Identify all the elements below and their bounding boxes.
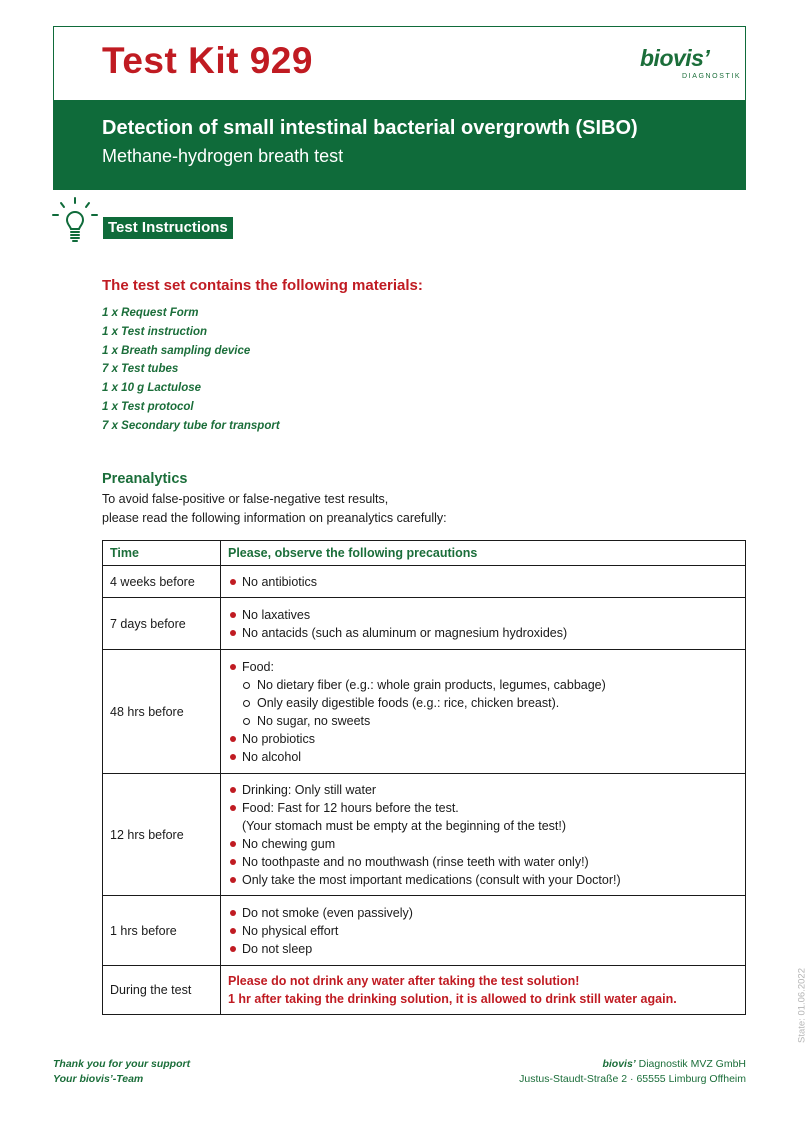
materials-heading: The test set contains the following materials: (102, 277, 423, 294)
precaution-item (228, 922, 738, 940)
material-item: 1 x 10 g Lactulose (102, 382, 202, 395)
precaution-text: No dietary fiber (e.g.: whole grain products, legumes, cabbage) (257, 677, 606, 692)
precaution-text: Do not sleep (242, 941, 313, 956)
precaution-note: (Your stomach must be empty at the beginning of the test!) (242, 818, 567, 833)
row-precautions (221, 598, 746, 650)
precaution-item (228, 871, 738, 889)
logo-subtitle: DIAGNOSTIK (682, 73, 742, 80)
precaution-item (228, 781, 738, 799)
precaution-item (228, 658, 738, 676)
precaution-text: Do not smoke (even passively) (242, 905, 413, 920)
precaution-text: No probiotics (242, 731, 315, 746)
precaution-text: No sugar, no sweets (257, 713, 371, 728)
intro-line: To avoid false-positive or false-negative test results, (102, 492, 389, 506)
precaution-text: Drinking: Only still water (242, 782, 377, 797)
precaution-item (228, 748, 738, 766)
intro-line: please read the following information on preanalytics carefully: (102, 510, 447, 525)
precaution-list (228, 658, 738, 766)
material-item: 1 x Breath sampling device (102, 344, 251, 357)
material-item: 7 x Test tubes (102, 363, 179, 376)
material-item: 1 x Test protocol (102, 400, 194, 413)
section-label: Test Instructions (103, 217, 233, 239)
kit-title: Test Kit 929 (102, 40, 313, 81)
lightbulb-icon (48, 196, 102, 250)
row-precautions (221, 966, 746, 1015)
row-time: 12 hrs before (103, 774, 221, 896)
precaution-text: Food: Fast for 12 hours before the test. (242, 800, 459, 815)
warning-text: Please do not drink any water after taking the test solution! (228, 974, 580, 988)
state-date: State: 01.06.2022 (796, 968, 808, 1044)
precaution-text: Only take the most important medications (consult with your Doctor!) (242, 872, 621, 887)
row-precautions (221, 650, 746, 774)
warning-text: 1 hr after taking the drinking solution, it is allowed to drink still water again. (228, 992, 677, 1006)
precaution-item (228, 606, 738, 624)
row-time: 7 days before (103, 598, 221, 650)
precaution-item (228, 624, 738, 642)
precaution-item (228, 799, 738, 835)
footer-company-name: Diagnostik MVZ GmbH (635, 1058, 746, 1070)
footer-team-pre: Your (53, 1073, 80, 1085)
precaution-text: Food: (242, 659, 274, 674)
precaution-text: No physical effort (242, 923, 339, 938)
footer-company-line (519, 1057, 746, 1072)
footer-thanks-line: Thank you for your support (53, 1058, 191, 1070)
row-time: During the test (103, 966, 221, 1015)
row-precautions (221, 566, 746, 598)
footer-street-line: Justus-Staudt-Straße 2 · 65555 Limburg Offheim (519, 1073, 746, 1085)
precaution-item (228, 853, 738, 871)
header-time: Time (103, 541, 221, 566)
precaution-text: No alcohol (242, 749, 302, 764)
footer-address (519, 1057, 746, 1087)
precaution-list (228, 781, 738, 889)
precaution-item (228, 904, 738, 922)
footer-team-line (53, 1072, 190, 1087)
precaution-subitem (242, 712, 738, 730)
footer-company-brand: biovis’ (602, 1058, 636, 1070)
band-subtitle: Methane-hydrogen breath test (102, 146, 344, 166)
footer-team-brand: biovis’ (79, 1073, 113, 1085)
row-time: 4 weeks before (103, 566, 221, 598)
logo-wordmark: biovis’ (640, 45, 710, 71)
table-header-row (103, 541, 746, 566)
precaution-item (228, 940, 738, 958)
table-row (103, 966, 746, 1015)
row-precautions (221, 896, 746, 966)
row-precautions (221, 774, 746, 896)
biovis-logo (640, 46, 742, 86)
materials-list (102, 305, 280, 437)
precaution-text: Only easily digestible foods (e.g.: rice, chicken breast). (257, 695, 560, 710)
precaution-subitem (242, 694, 738, 712)
material-item: 1 x Test instruction (102, 325, 208, 338)
material-item: 1 x Request Form (102, 307, 199, 319)
table-row (103, 650, 746, 774)
precaution-subitem (242, 676, 738, 694)
table-row (103, 896, 746, 966)
precaution-item (228, 730, 738, 748)
precaution-text: No antacids (such as aluminum or magnesium hydroxides) (242, 625, 568, 640)
header-precautions: Please, observe the following precautions (221, 541, 746, 566)
preanalytics-heading: Preanalytics (102, 471, 188, 487)
precaution-item (228, 573, 738, 591)
precaution-text: No toothpaste and no mouthwash (rinse teeth with water only!) (242, 854, 589, 869)
precaution-list (228, 606, 738, 642)
precaution-text: No chewing gum (242, 836, 336, 851)
precaution-list (228, 573, 738, 591)
preanalytics-intro (102, 490, 447, 527)
footer-thanks (53, 1057, 190, 1087)
title-band (53, 100, 746, 190)
row-time: 1 hrs before (103, 896, 221, 966)
table-row (103, 566, 746, 598)
table-row (103, 774, 746, 896)
precaution-item (228, 835, 738, 853)
row-time: 48 hrs before (103, 650, 221, 774)
band-title: Detection of small intestinal bacterial overgrowth (SIBO) (102, 117, 638, 139)
footer-team-post: -Team (112, 1073, 144, 1085)
table-row (103, 598, 746, 650)
material-item: 7 x Secondary tube for transport (102, 419, 280, 432)
precaution-text: No laxatives (242, 607, 311, 622)
precautions-table (102, 540, 746, 1015)
precaution-text: No antibiotics (242, 574, 318, 589)
precaution-list (228, 904, 738, 958)
